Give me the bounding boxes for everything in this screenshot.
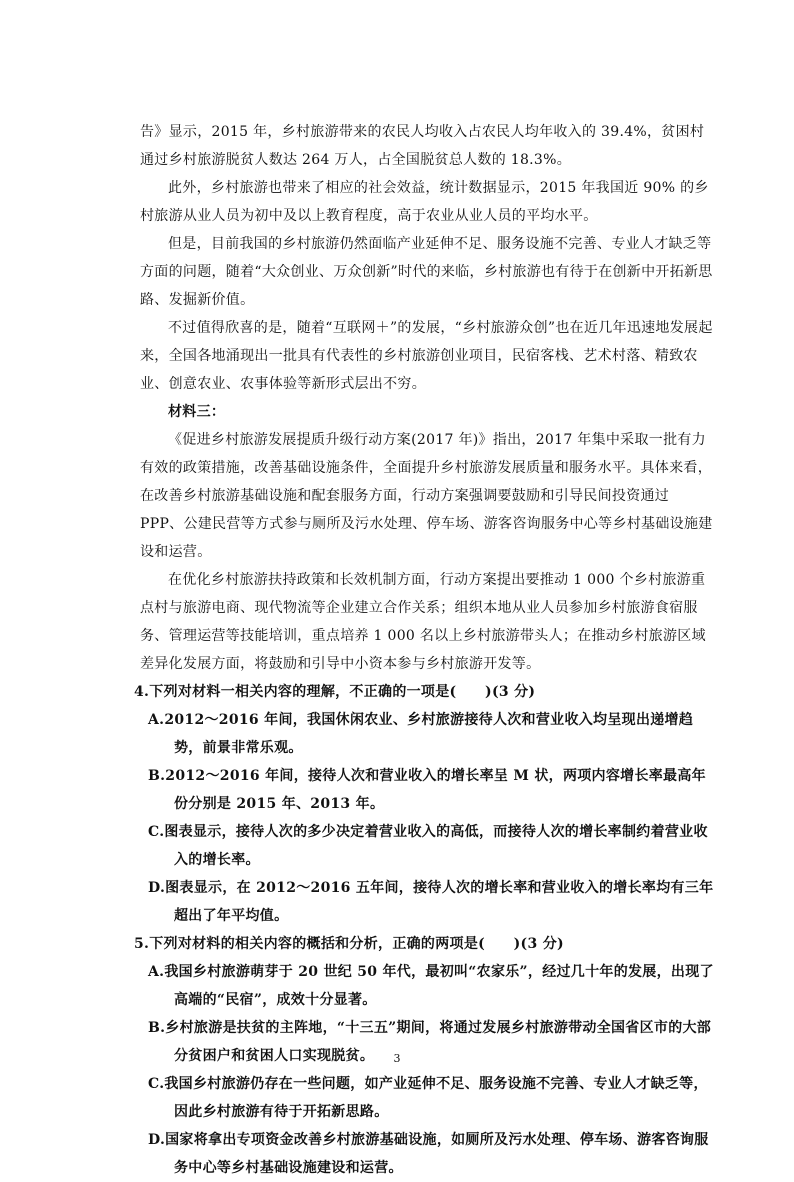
question-4 <box>134 678 716 930</box>
page-number: 3 <box>393 1052 401 1065</box>
paragraph-4: 不过值得欣喜的是，随着“互联网＋”的发展，“乡村旅游众创”也在近几年迅速地发展起来，全国各地涌现出一批具有代表性的乡村旅游创业项目，民宿客栈、艺术村落、精致农业、创意农业、农事体验等新形式层出不穷。 <box>140 320 713 392</box>
question-5-option-d: D.国家将拿出专项资金改善乡村旅游基础设施，如厕所及污水处理、停车场、游客咨询服务中心等乡村基础设施建设和运营。 <box>148 1132 709 1176</box>
paragraph-2: 此外，乡村旅游也带来了相应的社会效益，统计数据显示，2015 年我国近 90% 的乡村旅游从业人员为初中及以上教育程度，高于农业从业人员的平均水平。 <box>140 180 709 224</box>
question-4-option-c: C.图表显示，接待人次的多少决定着营业收入的高低，而接待人次的增长率制约着营业收入的增长率。 <box>148 824 708 868</box>
paragraph-5: 《促进乡村旅游发展提质升级行动方案(2017 年)》指出，2017 年集中采取一批有力有效的政策措施，改善基础设施条件，全面提升乡村旅游发展质量和服务水平。具体来看，在改善乡村旅游基础设施和配套服务方面，行动方案强调要鼓励和引导民间投资通过 PPP、公建民营等方式参与厕所及污水处理、停车场、游客咨询服务中心等乡村基础设施建设和运营。 <box>140 432 713 560</box>
material-3-heading: 材料三： <box>168 404 226 420</box>
paragraph-1: 告》显示，2015 年，乡村旅游带来的农民人均收入占农民人均年收入的 39.4%，贫困村通过乡村旅游脱贫人数达 264 万人，占全国脱贫总人数的 18.3%。 <box>140 124 705 168</box>
question-4-option-a: A.2012～2016 年间，我国休闲农业、乡村旅游接待人次和营业收入均呈现出递增趋势，前景非常乐观。 <box>148 712 694 756</box>
question-5-option-b: B.乡村旅游是扶贫的主阵地，“十三五”期间，将通过发展乡村旅游带动全国省区市的大部分贫困户和贫困人口实现脱贫。 <box>148 1020 712 1064</box>
question-5-option-c: C.我国乡村旅游仍存在一些问题，如产业延伸不足、服务设施不完善、专业人才缺乏等，因此乡村旅游有待于开拓新思路。 <box>148 1076 708 1120</box>
question-4-option-d: D.图表显示，在 2012～2016 五年间，接待人次的增长率和营业收入的增长率均有三年超出了年平均值。 <box>148 880 714 924</box>
question-4-option-b: B.2012～2016 年间，接待人次和营业收入的增长率呈 M 状，两项内容增长率最高年份分别是 2015 年、2013 年。 <box>148 768 706 812</box>
paragraph-6: 在优化乡村旅游扶持政策和长效机制方面，行动方案提出要推动 1 000 个乡村旅游重点村与旅游电商、现代物流等企业建立合作关系；组织本地从业人员参加乡村旅游食宿服务、管理运营等技能培训，重点培养 1 000 名以上乡村旅游带头人；在推动乡村旅游区域差异化发展方面，将鼓励和引导中小资本参与乡村旅游开发等。 <box>140 572 706 672</box>
paragraph-3: 但是，目前我国的乡村旅游仍然面临产业延伸不足、服务设施不完善、专业人才缺乏等方面的问题，随着“大众创业、万众创新”时代的来临，乡村旅游也有待于在创新中开拓新思路、发掘新价值。 <box>140 236 713 308</box>
question-4-stem: 4.下列对材料一相关内容的理解，不正确的一项是( )(3 分) <box>134 684 536 700</box>
question-5-stem: 5.下列对材料的相关内容的概括和分析，正确的两项是( )(3 分) <box>134 936 564 952</box>
question-5-option-a: A.我国乡村旅游萌芽于 20 世纪 50 年代，最初叫“农家乐”，经过几十年的发展，出现了高端的“民宿”，成效十分显著。 <box>148 964 714 1008</box>
